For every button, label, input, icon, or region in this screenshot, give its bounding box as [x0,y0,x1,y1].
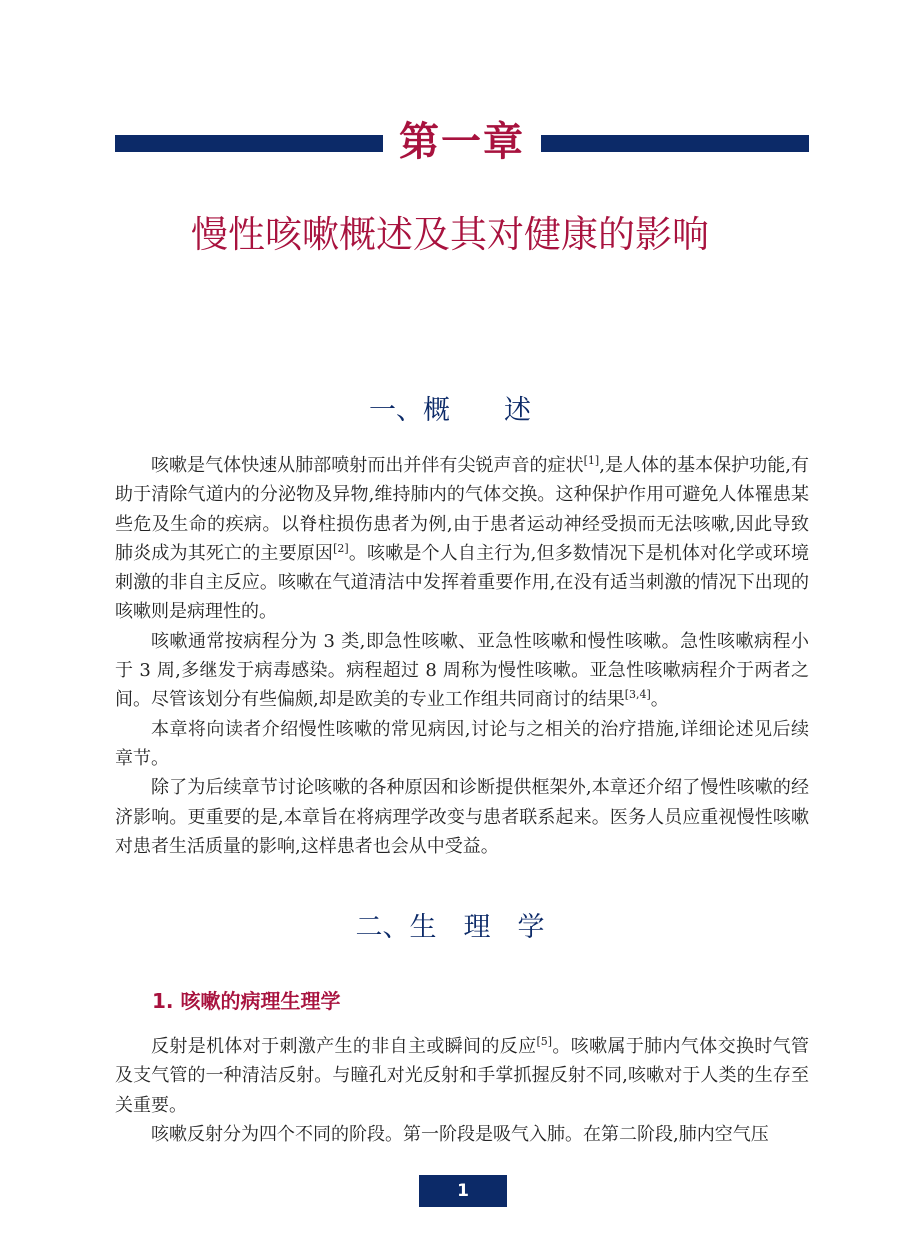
citation-ref: [2] [333,541,349,555]
overview-body [115,451,809,861]
paragraph [115,715,809,774]
text-run: 反射是机体对于刺激产生的非自主或瞬间的反应 [151,1036,537,1057]
chapter-title: 慢性咳嗽概述及其对健康的影响 [191,213,709,256]
text-run: 本章将向读者介绍慢性咳嗽的常见病因,讨论与之相关的治疗措施,详细论述见后续章节。 [115,718,809,769]
text-run: 。咳嗽是个人自主行为,但多数情况下是机体对化学或环境刺激的非自主反应。咳嗽在气道清洁中发挥着重要作用,在没有适当刺激的情况下出现的咳嗽则是病理性的。 [115,542,809,623]
text-run: 除了为后续章节讨论咳嗽的各种原因和诊断提供框架外,本章还介绍了慢性咳嗽的经济影响。更重要的是,本章旨在将病理学改变与患者联系起来。医务人员应重视慢性咳嗽对患者生活质量的影响,这样患者也会从中受益。 [115,777,809,857]
paragraph [115,627,809,715]
text-run: 。咳嗽属于肺内气体交换时气管及支气管的一种清洁反射。与瞳孔对光反射和手掌抓握反射不同,咳嗽对于人类的生存至关重要。 [115,1036,810,1116]
citation-ref: [1] [583,454,600,467]
text-run: 咳嗽通常按病程分为 3 类,即急性咳嗽、亚急性咳嗽和慢性咳嗽。急性咳嗽病程小于 3 周,多继发于病毒感染。病程超过 8 周称为慢性咳嗽。亚急性咳嗽病程介于两者之间。尽管该划分有些偏颇,却是欧美的专业工作组共同商讨的结果 [115,630,809,711]
chapter-label: 第一章 [399,119,525,165]
chapter-header [115,119,809,165]
paragraph [115,773,809,861]
page-number: 1 [419,1175,507,1207]
section-heading-overview: 一、概 述 [369,395,531,426]
subsection-heading: 1. 咳嗽的病理生理学 [152,989,341,1013]
text-run: 。 [650,689,669,711]
citation-ref: [5] [536,1035,553,1048]
paragraph [115,1032,809,1120]
physiology-body [115,1032,809,1149]
paragraph [115,451,809,627]
text-run: ,是人体的基本保护功能,有助于清除气道内的分泌物及异物,维持肺内的气体交换。这种保护作用可避免人体罹患某些危及生命的疾病。以脊柱损伤患者为例,由于患者运动神经受损而无法咳嗽,因此导致肺炎成为其死亡的主要原因 [115,455,809,564]
text-run: 咳嗽反射分为四个不同的阶段。第一阶段是吸气入肺。在第二阶段,肺内空气压 [151,1123,769,1145]
citation-ref: [3,4] [624,688,651,702]
section-heading-physiology: 二、生 理 学 [355,912,545,943]
paragraph [115,1120,809,1149]
text-run: 咳嗽是气体快速从肺部喷射而出并伴有尖锐声音的症状 [151,455,584,476]
